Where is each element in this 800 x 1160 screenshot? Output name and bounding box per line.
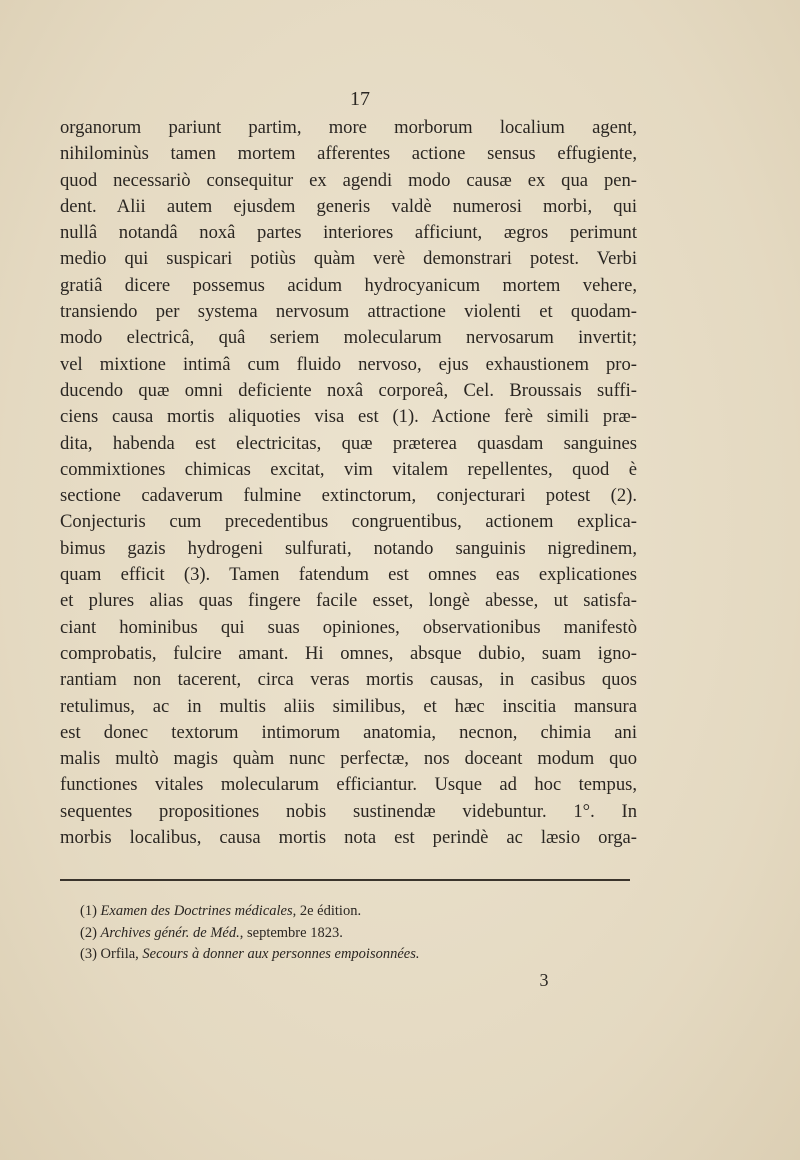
text-line: est donec textorum intimorum anatomia, necnon, chimia ani (60, 721, 637, 743)
footnote-divider (60, 879, 630, 881)
text-line: et plures alias quas fingere facile esset, longè abesse, ut satisfa- (60, 590, 637, 612)
text-line: sequentes propositiones nobis sustinendæ videbuntur. 1°. In (60, 800, 637, 822)
text-line: functiones vitales molecularum efficiantur. Usque ad hoc tempus, (60, 774, 637, 796)
signature-mark: 3 (539, 970, 549, 990)
text-line: organorum pariunt partim, more morborum localium agent, (60, 117, 637, 138)
text-line: commixtiones chimicas excitat, vim vitalem repellentes, quod è (60, 458, 637, 480)
footnote-author: Orfila, (100, 946, 143, 962)
text-line: nihilominùs tamen mortem afferentes actione sensus effugiente, (60, 143, 637, 165)
footnote-2 (80, 923, 560, 945)
text-line: transiendo per systema nervosum attractione violenti et quodam- (60, 301, 637, 323)
text-line: malis multò magis quàm nunc perfectæ, nos doceant modum quo (60, 748, 637, 770)
footnote-title: Secours à donner aux personnes empoisonnées. (142, 946, 420, 962)
text-line: gratiâ dicere possemus acidum hydrocyanicum mortem vehere, (60, 274, 637, 296)
text-line: comprobatis, fulcire amant. Hi omnes, absque dubio, suam igno- (60, 642, 637, 664)
text-line: bimus gazis hydrogeni sulfurati, notando sanguinis nigredinem, (60, 537, 637, 559)
text-line: retulimus, ac in multis aliis similibus, et hæc inscitia mansura (60, 695, 637, 717)
text-line: ciant hominibus qui suas opiniones, observationibus manifestò (60, 616, 637, 638)
footnote-mark: (2) (80, 924, 97, 941)
text-line: rantiam non tacerent, circa veras mortis causas, in casibus quos (60, 669, 637, 691)
footnotes (80, 901, 560, 966)
footnote-1 (80, 901, 560, 923)
footnote-title: Examen des Doctrines médicales (100, 903, 293, 919)
body-text (60, 115, 637, 851)
text-line: medio qui suspicari potiùs quàm verè demonstrari potest. Verbi (60, 248, 637, 270)
text-line: quam efficit (3). Tamen fatendum est omnes eas explicationes (60, 564, 637, 586)
text-line: modo electricâ, quâ seriem molecularum nervosarum invertit; (60, 327, 637, 349)
text-line: dent. Alii autem ejusdem generis valdè numerosi morbi, qui (60, 195, 637, 217)
footnote-title: Archives génér. de Méd. (100, 924, 240, 941)
text-line: sectione cadaverum fulmine extinctorum, conjecturari potest (2). (60, 485, 637, 507)
text-line: ciens causa mortis aliquoties visa est (1). Actione ferè simili præ- (60, 406, 637, 428)
text-line: quod necessariò consequitur ex agendi modo causæ ex qua pen- (60, 169, 637, 191)
text-line: ducendo quæ omni deficiente noxâ corporeâ, Cel. Broussais suffi- (60, 379, 637, 401)
text-line: nullâ notandâ noxâ partes interiores afficiunt, ægros perimunt (60, 222, 637, 244)
footnote-detail: , 2e édition. (292, 903, 362, 919)
footnote-3 (80, 944, 560, 966)
footnote-mark: (1) (80, 903, 97, 919)
footnote-mark: (3) (80, 946, 97, 962)
text-line: vel mixtione intimâ cum fluido nervoso, ejus exhaustionem pro- (60, 353, 637, 375)
footnote-detail: , septembre 1823. (239, 924, 343, 941)
text-line: morbis localibus, causa mortis nota est perindè ac læsio orga- (60, 827, 637, 849)
page-number: 17 (350, 88, 370, 110)
text-line: Conjecturis cum precedentibus congruentibus, actionem explica- (60, 511, 637, 533)
text-line: dita, habenda est electricitas, quæ præterea quasdam sanguines (60, 432, 637, 454)
